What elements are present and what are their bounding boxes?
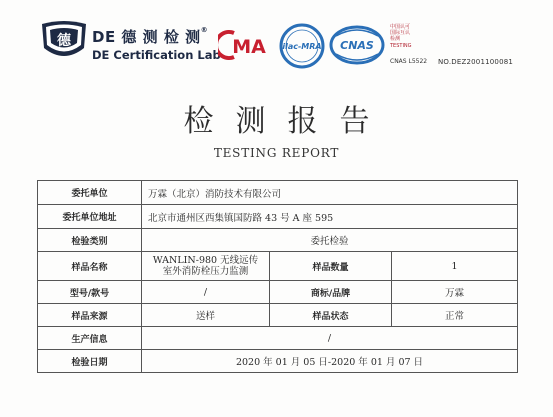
table-row-model — [38, 281, 518, 304]
address-value: 北京市通州区西集镇国防路 43 号 A 座 595 — [142, 205, 518, 229]
date-label: 检验日期 — [38, 350, 142, 373]
brand-label: 商标/品牌 — [270, 281, 392, 304]
table-row-test-type — [38, 229, 518, 252]
cnas-id: CNAS L5522 — [390, 58, 428, 65]
production-value: / — [142, 327, 518, 350]
de-lab-logo-icon — [38, 18, 90, 66]
report-header — [0, 0, 553, 82]
sample-name-value: WANLIN-980 无线远传 室外消防栓压力监测 — [142, 252, 270, 281]
ilac-mra-logo-icon — [278, 22, 326, 70]
sample-qty-label: 样品数量 — [270, 252, 392, 281]
state-value: 正常 — [392, 304, 518, 327]
test-type-value: 委托检验 — [142, 229, 518, 252]
brand-value: 万霖 — [392, 281, 518, 304]
client-value: 万霖（北京）消防技术有限公司 — [142, 181, 518, 205]
model-value: / — [142, 281, 270, 304]
source-label: 样品来源 — [38, 304, 142, 327]
svg-text:MA: MA — [232, 36, 266, 58]
cnas-logo-icon — [328, 22, 386, 68]
svg-text:CNAS: CNAS — [340, 39, 374, 52]
cnas-accreditation-note: 中国认可 国际互认 检测 TESTING — [390, 24, 412, 49]
table-row-date — [38, 350, 518, 373]
table-row-client — [38, 181, 518, 205]
test-type-label: 检验类别 — [38, 229, 142, 252]
cma-logo-icon — [218, 30, 268, 60]
report-number: NO.DEZ2001100081 — [438, 58, 514, 66]
model-label: 型号/款号 — [38, 281, 142, 304]
sample-qty-value: 1 — [392, 252, 518, 281]
table-row-address — [38, 205, 518, 229]
table-row-sample-name — [38, 252, 518, 281]
production-label: 生产信息 — [38, 327, 142, 350]
sample-name-label: 样品名称 — [38, 252, 142, 281]
table-row-production — [38, 327, 518, 350]
date-value: 2020 年 01 月 05 日-2020 年 01 月 07 日 — [142, 350, 518, 373]
client-label: 委托单位 — [38, 181, 142, 205]
report-title-cn: 检测报告 — [183, 104, 392, 139]
lab-name-en: DE Certification Lab — [92, 48, 221, 62]
svg-text:德: 德 — [57, 33, 71, 49]
report-info-table — [37, 180, 518, 373]
lab-name-cn: DE 德 测 检 测® — [92, 26, 209, 46]
state-label: 样品状态 — [270, 304, 392, 327]
report-title-en: TESTING REPORT — [213, 146, 340, 160]
svg-text:ilac-MRA: ilac-MRA — [282, 42, 322, 51]
address-label: 委托单位地址 — [38, 205, 142, 229]
source-value: 送样 — [142, 304, 270, 327]
table-row-source — [38, 304, 518, 327]
